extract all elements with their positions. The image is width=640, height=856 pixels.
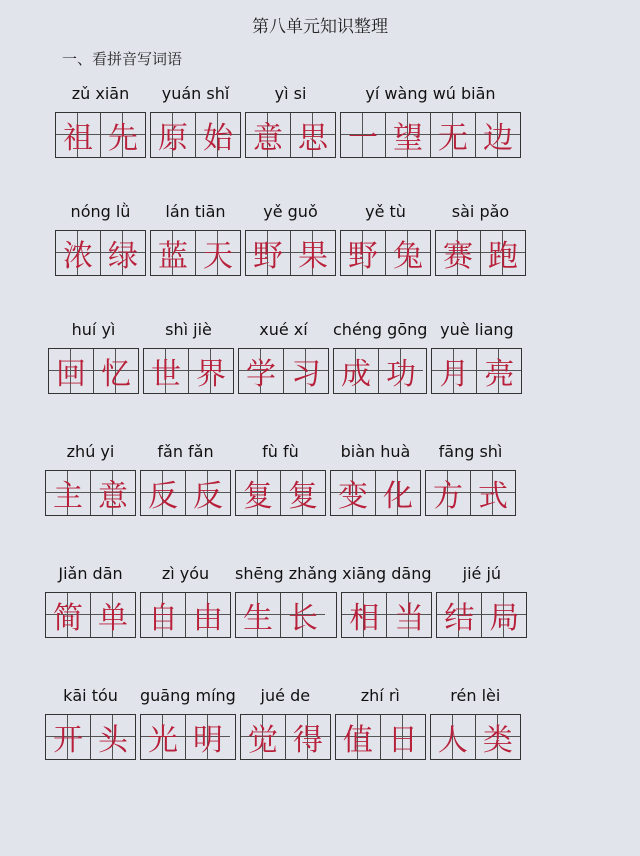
handwritten-character: 人: [437, 723, 468, 758]
pinyin-label: fù fù: [262, 442, 299, 461]
pinyin-label: yí wàng wú biān: [365, 84, 496, 103]
character-box: [386, 113, 431, 157]
word-row: [45, 440, 516, 516]
handwritten-character: 世: [151, 357, 181, 392]
character-box: [246, 231, 291, 275]
handwritten-character: 相: [349, 601, 380, 636]
word-item: [340, 200, 431, 276]
character-box: [46, 593, 91, 637]
character-box: [151, 113, 196, 157]
character-box: [91, 593, 135, 637]
word-item: [45, 440, 136, 516]
character-box: [331, 471, 376, 515]
character-box: [436, 231, 481, 275]
writing-grid: [143, 348, 234, 394]
writing-grid: [335, 714, 426, 760]
handwritten-character: 绿: [108, 239, 138, 274]
handwritten-character: 反: [193, 479, 223, 514]
handwritten-character: 由: [193, 601, 223, 636]
handwritten-character: 结: [444, 601, 475, 636]
character-box: [94, 349, 138, 393]
word-item: [235, 562, 337, 638]
writing-grid: [333, 348, 427, 394]
handwritten-character: 局: [489, 601, 520, 636]
handwritten-character: 反: [148, 479, 178, 514]
character-box: [477, 349, 521, 393]
handwritten-character: 月: [439, 357, 470, 392]
writing-grid: [55, 230, 146, 276]
word-item: [48, 318, 139, 394]
pinyin-label: yì si: [274, 84, 307, 103]
handwritten-character: 当: [394, 601, 425, 636]
handwritten-character: 长: [288, 601, 318, 636]
character-box: [342, 593, 387, 637]
word-row: [55, 82, 521, 158]
pinyin-label: yě guǒ: [263, 202, 318, 221]
writing-grid: [140, 470, 231, 516]
handwritten-character: 一: [348, 121, 378, 156]
handwritten-character: 回: [56, 357, 86, 392]
character-box: [56, 113, 101, 157]
handwritten-character: 日: [387, 723, 418, 758]
handwritten-character: 简: [53, 601, 83, 636]
writing-grid: [425, 470, 516, 516]
word-item: [425, 440, 516, 516]
character-box: [334, 349, 379, 393]
pinyin-label: biàn huà: [340, 442, 411, 461]
character-box: [46, 715, 91, 759]
handwritten-character: 值: [342, 723, 373, 758]
handwritten-character: 无: [438, 121, 468, 156]
pinyin-label: zì yóu: [161, 564, 210, 583]
pinyin-label: xiāng dāng: [342, 564, 432, 583]
word-item: [55, 200, 146, 276]
word-item: [238, 318, 329, 394]
writing-grid: [235, 592, 337, 638]
handwritten-character: 得: [292, 723, 323, 758]
writing-grid: [245, 112, 336, 158]
pinyin-label: sài pǎo: [451, 202, 510, 221]
handwritten-character: 赛: [443, 239, 473, 274]
handwritten-character: 功: [386, 357, 416, 392]
word-item: [235, 440, 326, 516]
word-row: [48, 318, 522, 394]
handwritten-character: 自: [148, 601, 178, 636]
word-item: [333, 318, 427, 394]
character-box: [141, 593, 186, 637]
handwritten-character: 觉: [247, 723, 278, 758]
pinyin-label: Jiǎn dān: [58, 564, 123, 583]
writing-grid: [45, 714, 136, 760]
handwritten-character: 式: [478, 479, 508, 514]
handwritten-character: 亮: [484, 357, 515, 392]
writing-grid: [45, 592, 136, 638]
character-box: [186, 593, 230, 637]
character-box: [56, 231, 101, 275]
handwritten-character: 方: [433, 479, 463, 514]
pinyin-label: lán tiān: [165, 202, 226, 221]
character-box: [281, 593, 325, 637]
handwritten-character: 忆: [101, 357, 131, 392]
word-row: [45, 562, 527, 638]
pinyin-label: shēng zhǎng: [235, 564, 338, 583]
word-item: [150, 82, 241, 158]
character-box: [141, 471, 186, 515]
character-box: [381, 715, 425, 759]
character-box: [189, 349, 233, 393]
character-box: [291, 113, 335, 157]
word-item: [140, 684, 236, 760]
writing-grid: [235, 470, 326, 516]
pinyin-label: yuán shǐ: [161, 84, 230, 103]
character-box: [482, 593, 526, 637]
writing-grid: [150, 112, 241, 158]
handwritten-character: 复: [243, 479, 273, 514]
character-box: [336, 715, 381, 759]
writing-grid: [340, 112, 521, 158]
writing-grid: [341, 592, 432, 638]
handwritten-character: 原: [158, 121, 188, 156]
word-item: [430, 684, 521, 760]
word-item: [150, 200, 241, 276]
character-box: [386, 231, 430, 275]
character-box: [437, 593, 482, 637]
handwritten-character: 变: [338, 479, 368, 514]
character-box: [426, 471, 471, 515]
character-box: [91, 471, 135, 515]
word-row: [45, 684, 521, 760]
character-box: [471, 471, 515, 515]
character-box: [186, 715, 230, 759]
pinyin-label: jié jú: [462, 564, 502, 583]
word-item: [245, 82, 336, 158]
handwritten-character: 光: [148, 723, 178, 758]
handwritten-character: 单: [98, 601, 128, 636]
handwritten-character: 兔: [393, 239, 423, 274]
word-item: [330, 440, 421, 516]
handwritten-character: 果: [298, 239, 328, 274]
character-box: [291, 231, 335, 275]
word-item: [240, 684, 331, 760]
handwritten-character: 化: [383, 479, 413, 514]
pinyin-label: rén lèi: [450, 686, 501, 705]
character-box: [101, 113, 145, 157]
pinyin-label: yě tù: [365, 202, 406, 221]
handwritten-character: 生: [243, 601, 273, 636]
word-item: [435, 200, 526, 276]
character-box: [246, 113, 291, 157]
handwritten-character: 复: [288, 479, 318, 514]
character-box: [476, 113, 520, 157]
pinyin-label: zhí rì: [360, 686, 400, 705]
character-box: [241, 715, 286, 759]
writing-grid: [240, 714, 331, 760]
character-box: [341, 231, 386, 275]
writing-grid: [55, 112, 146, 158]
character-box: [376, 471, 420, 515]
character-box: [49, 349, 94, 393]
character-box: [186, 471, 230, 515]
character-box: [196, 113, 240, 157]
word-item: [55, 82, 146, 158]
handwritten-character: 野: [348, 239, 378, 274]
character-box: [196, 231, 240, 275]
handwritten-character: 望: [393, 121, 423, 156]
writing-grid: [436, 592, 527, 638]
handwritten-character: 浓: [63, 239, 93, 274]
character-box: [141, 715, 186, 759]
word-item: [245, 200, 336, 276]
pinyin-label: yuè liang: [440, 320, 514, 339]
handwritten-character: 习: [291, 357, 321, 392]
handwritten-character: 野: [253, 239, 283, 274]
character-box: [46, 471, 91, 515]
pinyin-label: xué xí: [259, 320, 308, 339]
word-item: [341, 562, 432, 638]
character-box: [101, 231, 145, 275]
handwritten-character: 开: [53, 723, 83, 758]
handwritten-character: 天: [203, 239, 233, 274]
pinyin-label: zhú yi: [66, 442, 115, 461]
writing-grid: [238, 348, 329, 394]
pinyin-label: kāi tóu: [63, 686, 118, 705]
handwritten-character: 意: [253, 121, 283, 156]
character-box: [431, 113, 476, 157]
writing-grid: [430, 714, 521, 760]
handwritten-character: 学: [246, 357, 276, 392]
page-title: 第八单元知识整理: [252, 17, 388, 37]
handwritten-character: 头: [98, 723, 128, 758]
word-item: [436, 562, 527, 638]
handwritten-character: 跑: [488, 239, 518, 274]
writing-grid: [48, 348, 139, 394]
character-box: [239, 349, 284, 393]
handwritten-character: 祖: [63, 121, 93, 156]
writing-grid: [330, 470, 421, 516]
pinyin-label: shì jiè: [165, 320, 212, 339]
writing-grid: [45, 470, 136, 516]
word-item: [140, 440, 231, 516]
handwritten-character: 意: [98, 479, 128, 514]
character-box: [91, 715, 135, 759]
handwritten-character: 思: [298, 121, 328, 156]
character-box: [281, 471, 325, 515]
handwritten-character: 先: [108, 121, 138, 156]
handwritten-character: 始: [203, 121, 233, 156]
writing-grid: [431, 348, 522, 394]
character-box: [481, 231, 525, 275]
character-box: [236, 593, 281, 637]
handwritten-character: 界: [196, 357, 226, 392]
character-box: [286, 715, 330, 759]
character-box: [341, 113, 386, 157]
word-item: [335, 684, 426, 760]
character-box: [379, 349, 423, 393]
handwritten-character: 明: [193, 723, 223, 758]
pinyin-label: huí yì: [71, 320, 116, 339]
word-item: [143, 318, 234, 394]
word-item: [340, 82, 521, 158]
word-row: [55, 200, 526, 276]
handwritten-character: 类: [482, 723, 513, 758]
section-heading: 一、看拼音写词语: [62, 50, 183, 68]
character-box: [236, 471, 281, 515]
character-box: [431, 715, 476, 759]
word-item: [45, 562, 136, 638]
writing-grid: [140, 592, 231, 638]
pinyin-label: guāng míng: [140, 686, 236, 705]
word-item: [140, 562, 231, 638]
writing-grid: [340, 230, 431, 276]
handwritten-character: 成: [341, 357, 371, 392]
pinyin-label: fāng shì: [438, 442, 503, 461]
handwritten-character: 主: [53, 479, 83, 514]
pinyin-label: nóng lǜ: [70, 202, 131, 221]
handwritten-character: 蓝: [158, 239, 188, 274]
pinyin-label: zǔ xiān: [71, 84, 130, 103]
character-box: [284, 349, 328, 393]
writing-grid: [140, 714, 236, 760]
writing-grid: [435, 230, 526, 276]
character-box: [476, 715, 520, 759]
writing-grid: [150, 230, 241, 276]
character-box: [432, 349, 477, 393]
pinyin-label: chéng gōng: [333, 320, 428, 339]
word-item: [45, 684, 136, 760]
character-box: [144, 349, 189, 393]
handwritten-character: 边: [483, 121, 513, 156]
word-item: [431, 318, 522, 394]
writing-grid: [245, 230, 336, 276]
pinyin-label: fǎn fǎn: [157, 442, 214, 461]
character-box: [151, 231, 196, 275]
character-box: [387, 593, 431, 637]
pinyin-label: jué de: [260, 686, 311, 705]
